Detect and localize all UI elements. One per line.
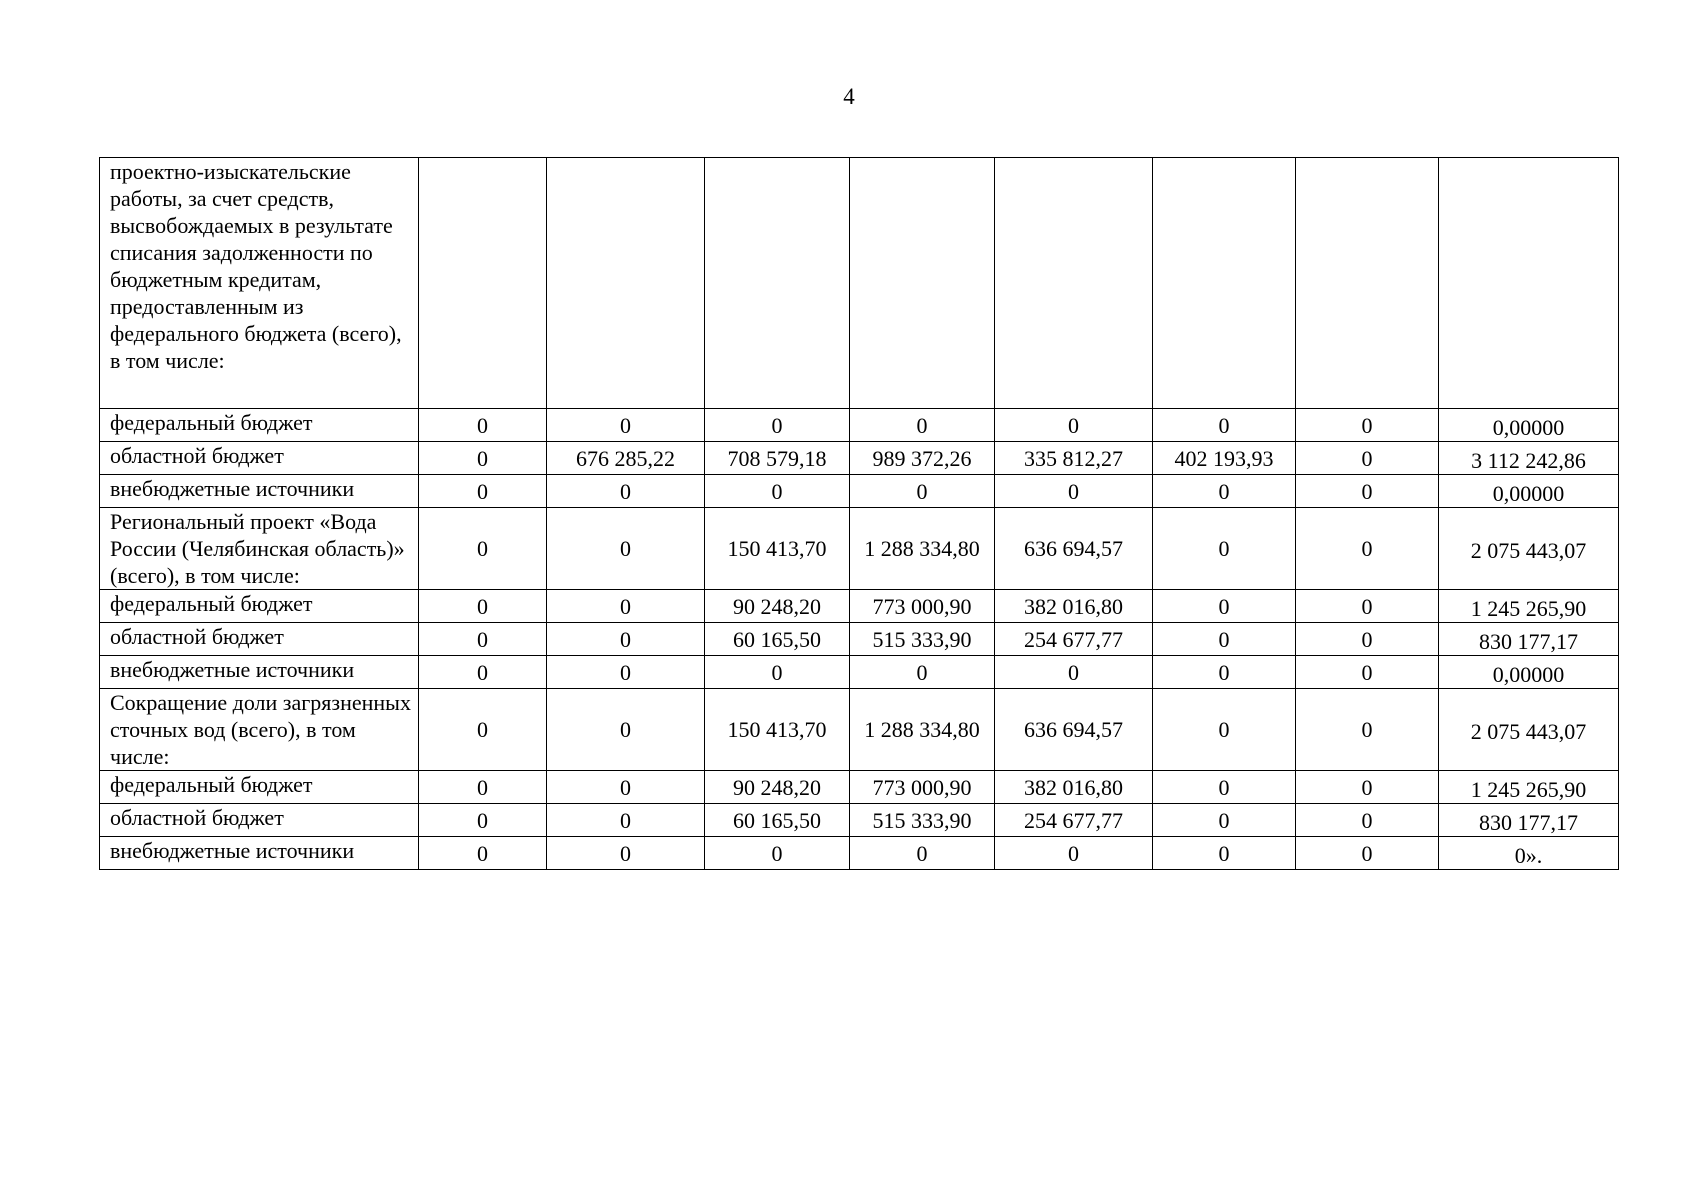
value-cell: 0 — [547, 771, 705, 804]
value-cell: 1 288 334,80 — [850, 508, 995, 590]
value-cell: 0 — [1153, 623, 1296, 656]
value-cell: 636 694,57 — [995, 689, 1153, 771]
value-cell: 0 — [547, 508, 705, 590]
value-cell: 90 248,20 — [705, 771, 850, 804]
table-row — [100, 623, 1619, 656]
value-cell: 0 — [1153, 475, 1296, 508]
row-label: федеральный бюджет — [100, 409, 419, 442]
value-cell: 0 — [850, 475, 995, 508]
value-cell: 0 — [419, 837, 547, 870]
row-label: Сокращение доли загрязненных сточных вод (всего), в том числе: — [100, 689, 419, 771]
value-cell: 402 193,93 — [1153, 442, 1296, 475]
value-cell: 989 372,26 — [850, 442, 995, 475]
value-cell: 0 — [419, 804, 547, 837]
value-cell — [419, 158, 547, 409]
value-cell: 0 — [850, 409, 995, 442]
table-row — [100, 409, 1619, 442]
value-cell: 0 — [995, 409, 1153, 442]
value-cell: 0 — [1153, 409, 1296, 442]
row-label: федеральный бюджет — [100, 771, 419, 804]
value-cell: 0 — [419, 442, 547, 475]
table-row — [100, 590, 1619, 623]
value-cell: 0 — [419, 590, 547, 623]
value-cell: 1 288 334,80 — [850, 689, 995, 771]
value-cell: 0 — [850, 837, 995, 870]
value-cell: 0 — [419, 689, 547, 771]
value-cell: 0 — [1153, 804, 1296, 837]
value-cell: 0 — [1296, 771, 1439, 804]
value-cell: 0 — [1153, 590, 1296, 623]
value-cell: 0 — [1296, 442, 1439, 475]
value-cell: 0 — [850, 656, 995, 689]
value-cell: 254 677,77 — [995, 623, 1153, 656]
value-cell: 0 — [1296, 590, 1439, 623]
total-cell: 830 177,17 — [1439, 804, 1619, 837]
value-cell — [1296, 158, 1439, 409]
value-cell: 0 — [547, 623, 705, 656]
value-cell: 0 — [1153, 656, 1296, 689]
row-label: внебюджетные источники — [100, 837, 419, 870]
total-cell: 0,00000 — [1439, 409, 1619, 442]
value-cell: 0 — [705, 656, 850, 689]
value-cell: 515 333,90 — [850, 623, 995, 656]
value-cell — [705, 158, 850, 409]
total-cell: 0». — [1439, 837, 1619, 870]
total-cell: 1 245 265,90 — [1439, 771, 1619, 804]
value-cell: 773 000,90 — [850, 771, 995, 804]
value-cell: 0 — [1296, 804, 1439, 837]
value-cell: 0 — [547, 475, 705, 508]
table-group-row — [100, 508, 1619, 590]
total-cell: 1 245 265,90 — [1439, 590, 1619, 623]
value-cell: 382 016,80 — [995, 590, 1153, 623]
value-cell: 60 165,50 — [705, 804, 850, 837]
table-row — [100, 771, 1619, 804]
total-cell: 3 112 242,86 — [1439, 442, 1619, 475]
value-cell: 0 — [1296, 656, 1439, 689]
total-cell: 2 075 443,07 — [1439, 689, 1619, 771]
table-row — [100, 804, 1619, 837]
value-cell: 0 — [1296, 623, 1439, 656]
value-cell: 0 — [1153, 508, 1296, 590]
budget-table — [99, 157, 1619, 870]
value-cell: 773 000,90 — [850, 590, 995, 623]
value-cell: 0 — [995, 656, 1153, 689]
value-cell: 0 — [1153, 689, 1296, 771]
row-label: областной бюджет — [100, 442, 419, 475]
value-cell — [1153, 158, 1296, 409]
value-cell: 0 — [1296, 689, 1439, 771]
value-cell: 676 285,22 — [547, 442, 705, 475]
value-cell: 0 — [995, 475, 1153, 508]
value-cell: 0 — [705, 409, 850, 442]
total-cell: 2 075 443,07 — [1439, 508, 1619, 590]
value-cell: 0 — [547, 409, 705, 442]
row-label: Региональный проект «Вода России (Челябинская область)» (всего), в том числе: — [100, 508, 419, 590]
table-body — [100, 158, 1619, 870]
value-cell: 254 677,77 — [995, 804, 1153, 837]
value-cell: 0 — [547, 837, 705, 870]
total-cell: 0,00000 — [1439, 656, 1619, 689]
value-cell: 60 165,50 — [705, 623, 850, 656]
value-cell: 150 413,70 — [705, 689, 850, 771]
value-cell: 0 — [705, 475, 850, 508]
page-number: 4 — [843, 84, 855, 109]
value-cell: 0 — [419, 771, 547, 804]
value-cell: 0 — [547, 590, 705, 623]
table-row — [100, 837, 1619, 870]
row-label: федеральный бюджет — [100, 590, 419, 623]
value-cell: 0 — [419, 656, 547, 689]
value-cell: 0 — [547, 656, 705, 689]
value-cell: 0 — [419, 409, 547, 442]
value-cell: 0 — [419, 475, 547, 508]
value-cell: 636 694,57 — [995, 508, 1153, 590]
value-cell: 0 — [419, 508, 547, 590]
value-cell: 0 — [547, 689, 705, 771]
row-label: внебюджетные источники — [100, 656, 419, 689]
row-label: областной бюджет — [100, 804, 419, 837]
value-cell: 0 — [1153, 771, 1296, 804]
value-cell: 0 — [705, 837, 850, 870]
value-cell: 0 — [1296, 409, 1439, 442]
value-cell: 515 333,90 — [850, 804, 995, 837]
row-label: проектно-изыскательские работы, за счет средств, высвобождаемых в результате списания задолженности по бюджетным кредитам, предоставленным из федерального бюджета (всего), в том числе: — [100, 158, 419, 409]
value-cell: 382 016,80 — [995, 771, 1153, 804]
table-row — [100, 442, 1619, 475]
value-cell — [850, 158, 995, 409]
value-cell — [995, 158, 1153, 409]
value-cell — [547, 158, 705, 409]
table-row — [100, 656, 1619, 689]
value-cell: 0 — [1296, 475, 1439, 508]
row-label: областной бюджет — [100, 623, 419, 656]
value-cell: 0 — [1296, 508, 1439, 590]
value-cell: 708 579,18 — [705, 442, 850, 475]
table-group-row — [100, 689, 1619, 771]
total-cell: 830 177,17 — [1439, 623, 1619, 656]
value-cell: 0 — [547, 804, 705, 837]
value-cell: 0 — [419, 623, 547, 656]
value-cell: 0 — [995, 837, 1153, 870]
total-cell: 0,00000 — [1439, 475, 1619, 508]
value-cell: 150 413,70 — [705, 508, 850, 590]
total-cell — [1439, 158, 1619, 409]
value-cell: 335 812,27 — [995, 442, 1153, 475]
value-cell: 90 248,20 — [705, 590, 850, 623]
table-row — [100, 475, 1619, 508]
row-label: внебюджетные источники — [100, 475, 419, 508]
table-group-row — [100, 158, 1619, 409]
value-cell: 0 — [1296, 837, 1439, 870]
value-cell: 0 — [1153, 837, 1296, 870]
